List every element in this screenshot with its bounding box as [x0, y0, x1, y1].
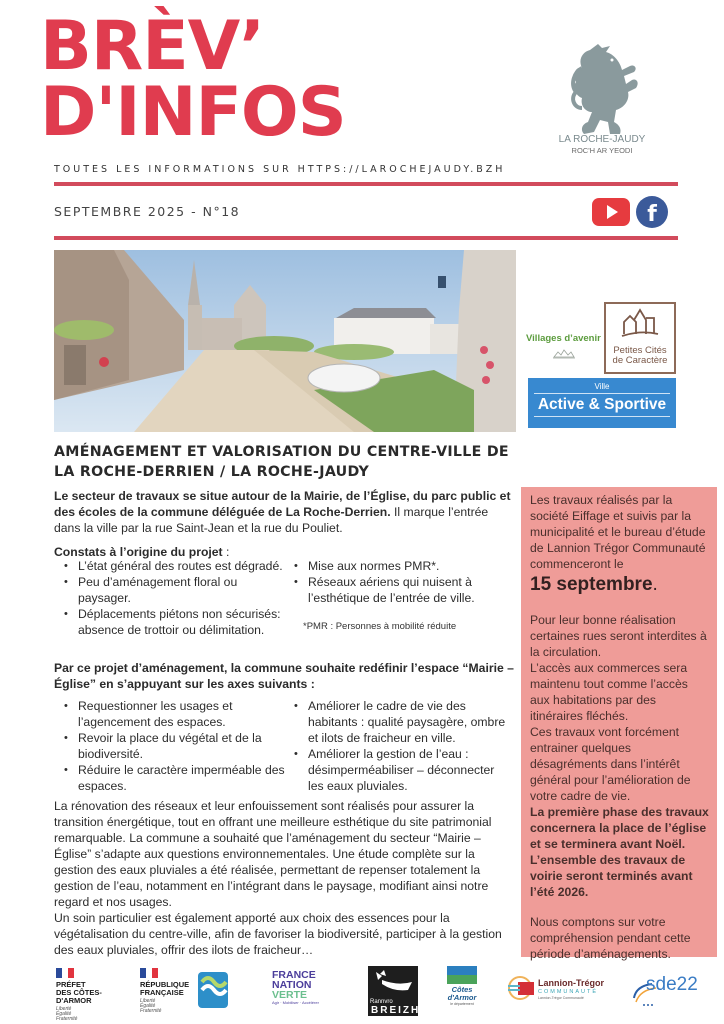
facebook-icon[interactable]: f: [636, 196, 668, 228]
coast-emblem-icon: [447, 966, 477, 984]
social-links: [592, 196, 668, 228]
axes-list-right: [292, 698, 512, 794]
list-item: • Requestionner les usages et l’agencement des espaces.: [62, 698, 287, 730]
french-flag-icon: [140, 968, 158, 978]
list-item: • Améliorer le cadre de vie des habitants : qualité paysagère, ombre et ilots de fraicheur en ville.: [292, 698, 512, 746]
houses-icon: [620, 308, 660, 338]
list-item: • Réseaux aériens qui nuisent à l’esthétique de l’entrée de ville.: [292, 574, 502, 606]
france-nation-verte-logo: FRANCE NATION VERTE Agir · Mobiliser · Accélérer: [272, 969, 319, 1005]
axes-intro: Par ce projet d’aménagement, la commune souhaite redéfinir l’espace “Mairie – Église” en s’appuyant sur les axes suivants :: [54, 661, 514, 691]
list-item: • Peu d’aménagement floral ou paysager.: [62, 574, 287, 606]
agence-eau-logo: [198, 972, 228, 1008]
sde22-logo: sde22: [630, 972, 702, 1008]
lannion-tregor-emblem-icon: [506, 976, 536, 1000]
start-date: 15 septembre.: [530, 574, 658, 595]
ville-active-sportive-logo: Ville Active & Sportive: [528, 378, 676, 428]
issue-date: SEPTEMBRE 2025 - N°18: [54, 204, 241, 219]
article-lead: Le secteur de travaux se situe autour de la Mairie, de l’Église, du parc public et des écoles de la commune déléguée de La Roche-Derrien. Il marque l’entrée dans la ville par la rue Saint-Jean et la rue du Pouliet.: [54, 489, 511, 535]
article-title: AMÉNAGEMENT ET VALORISATION DU CENTRE-VILLE DE LA ROCHE-DERRIEN / LA ROCHE-JAUDY: [54, 444, 509, 480]
constats-list-left: [62, 558, 287, 638]
list-item: • Réduire le caractère imperméable des espaces.: [62, 762, 287, 794]
newsletter-title: [40, 7, 346, 152]
website-tagline[interactable]: TOUTES LES INFORMATIONS SUR HTTPS://LAROCHEJAUDY.BZH: [54, 164, 506, 175]
street-illustration: [54, 250, 516, 432]
french-flag-icon: [56, 968, 74, 978]
constats-heading: Constats à l’origine du projet :: [54, 545, 230, 559]
youtube-icon[interactable]: [592, 198, 630, 226]
crest-subtitle: ROC'H AR YEODI: [571, 146, 633, 155]
divider: [54, 236, 678, 240]
title-line-2: D'INFOS: [40, 73, 346, 152]
pmr-footnote: *PMR : Personnes à mobilité réduite: [303, 621, 457, 632]
list-item: • Revoir la place du végétal et de la biodiversité.: [62, 730, 287, 762]
axes-list-left: [62, 698, 287, 794]
republique-francaise-logo: RÉPUBLIQUE FRANÇAISE Liberté Égalité Fraternité: [140, 968, 189, 1014]
list-item: • Améliorer la gestion de l’eau : désimperméabiliser – déconnecter les eaux pluviales.: [292, 746, 512, 794]
list-item: • Mise aux normes PMR*.: [292, 558, 502, 574]
prefet-logo: PRÉFET DES CÔTES- D'ARMOR Liberté Égalité Fraternité: [56, 968, 102, 1022]
petites-cites-de-caractere-logo: Petites Cités de Caractère: [604, 302, 676, 374]
water-waves-icon: [198, 972, 228, 998]
ermine-icon: [368, 966, 418, 994]
divider: [54, 182, 678, 186]
rannvro-breizh-logo: Rannvro BREIZH: [368, 966, 418, 1016]
article-body: La rénovation des réseaux et leur enfouissement sont réalisés pour assurer la transition énergétique, tout en offrant une meilleure esthétique du site patrimonial remarquable. La commune a souhaité que l’aménagement du secteur “Mairie – Église” s’adapte aux questions environnementales. Une étude complète sur la gestion des eaux pluviales a été réalisée, permettant de repenser totalement la gestion de l’eau, notamment en l’intégrant dans le paysage, modifiant ainsi notre regard et nos usages. Un soin particulier est également apporté aux choix des essences pour la végétalisation du centre-ville, afin de favoriser la biodiversité, participer à la gestion des eaux pluviales, offrir des ilots de fraicheur…: [54, 799, 502, 957]
list-item: • Déplacements piétons non sécurisés: absence de trottoir ou délimitation.: [62, 606, 287, 638]
partner-logos: PRÉFET DES CÔTES- D'ARMOR Liberté Égalité Fraternité RÉPUBLIQUE FRANÇAISE Liberté Égalité Fraternité FRANCE NATION VERTE Agir · Mobiliser · Accélérer Rannvro BREIZH Côtes d'Armor le département Lannion-Trégor COMMUNAUTÉ Lannion-Trégor Communauté sde22: [0, 960, 724, 1024]
list-item: • L’état général des routes est dégradé.: [62, 558, 287, 574]
village-sketch-icon: [553, 347, 575, 359]
crest-name: LA ROCHE-JAUDY: [558, 134, 646, 145]
villages-davenir-logo: Villages d’avenir: [526, 333, 601, 344]
works-info-box: Les travaux réalisés par la société Eiffage et suivis par la municipalité et le bureau d’étude de Lannion Trégor Communauté commenceront le 15 septembre. Pour leur bonne réalisation certaines rues seront interdites à la circulation. L’accès aux commerces sera maintenu tout comme l’accès aux habitations par des itinéraires fléchés. Ces travaux vont forcément entrainer quelques désagréments dans l’intérêt général pour l’amélioration de votre cadre de vie. La première phase des travaux concernera la place de l’église et se terminera avant Noël. L’ensemble des travaux de voirie seront terminés avant l’été 2026. Nous comptons sur votre compréhension pendant cette période d’aménagements.: [521, 487, 717, 957]
constats-list-right: [292, 558, 502, 606]
title-line-1: BRÈV’: [40, 7, 265, 86]
cotes-darmor-logo: Côtes d'Armor le département: [447, 966, 477, 1006]
